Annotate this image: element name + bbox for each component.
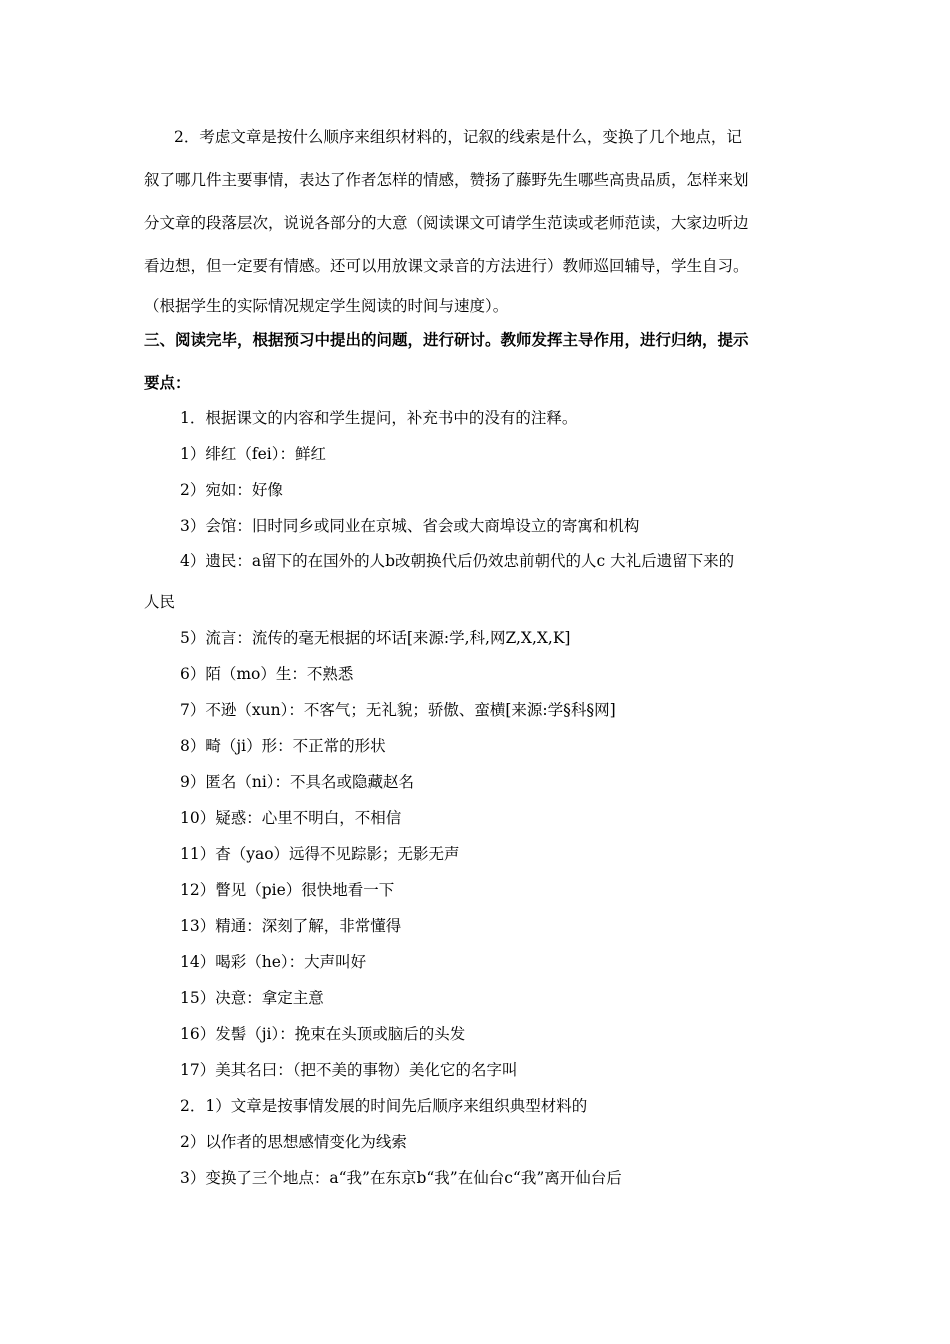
paragraph-line: 分文章的段落层次，说说各部分的大意（阅读课文可请学生范读或老师范读，大家边听边 [144,214,749,232]
annotation-item: 17）美其名曰：（把不美的事物）美化它的名字叫 [180,1061,518,1079]
paragraph-line: （根据学生的实际情况规定学生阅读的时间与速度）。 [144,297,509,315]
annotation-item: 7）不逊（xun）：不客气；无礼貌；骄傲、蛮横[来源:学§科§网] [180,701,616,719]
section-heading: 三、阅读完毕，根据预习中提出的问题，进行研讨。教师发挥主导作用，进行归纳，提示 [144,331,749,349]
annotation-item: 14）喝彩（he）：大声叫好 [180,953,367,971]
annotation-item: 10）疑惑：心里不明白，不相信 [180,809,402,827]
annotation-item: 1）绯红（fei）：鲜红 [180,445,326,463]
annotation-item: 12）瞥见（pie）很快地看一下 [180,881,395,899]
annotation-item: 3）会馆：旧时同乡或同业在京城、省会或大商埠设立的寄寓和机构 [180,517,640,535]
annotation-item: 人民 [144,593,176,611]
annotation-item: 6）陌（mo）生：不熟悉 [180,665,354,683]
annotation-item: 11）杳（yao）远得不见踪影；无影无声 [180,845,460,863]
annotation-item: 8）畸（ji）形：不正常的形状 [180,737,386,755]
annotation-item: 2）宛如：好像 [180,481,283,499]
paragraph-line: 看边想，但一定要有情感。还可以用放课文录音的方法进行）教师巡回辅导，学生自习。 [144,257,749,275]
annotation-item: 13）精通：深刻了解，非常懂得 [180,917,402,935]
section-heading: 要点： [144,374,191,392]
point-item: 3）变换了三个地点：a“我”在东京b“我”在仙台c“我”离开仙台后 [180,1169,622,1187]
annotation-item: 9）匿名（ni）：不具名或隐藏赵名 [180,773,415,791]
point-item: 2．1）文章是按事情发展的时间先后顺序来组织典型材料的 [180,1097,588,1115]
annotation-item: 16）发髻（ji）：挽束在头顶或脑后的头发 [180,1025,466,1043]
paragraph-line: 2．考虑文章是按什么顺序来组织材料的，记叙的线索是什么，变换了几个地点，记 [174,128,742,146]
paragraph-line: 叙了哪几件主要事情，表达了作者怎样的情感，赞扬了藤野先生哪些高贵品质，怎样来划 [144,171,749,189]
annotation-item: 4）遗民：a留下的在国外的人b改朝换代后仍效忠前朝代的人c 大礼后遗留下来的 [180,552,735,570]
annotation-item: 15）决意：拿定主意 [180,989,324,1007]
annotation-item: 5）流言：流传的毫无根据的坏话[来源:学,科,网Z,X,X,K] [180,629,571,647]
point-title: 1．根据课文的内容和学生提问，补充书中的没有的注释。 [180,409,578,427]
point-item: 2）以作者的思想感情变化为线索 [180,1133,407,1151]
